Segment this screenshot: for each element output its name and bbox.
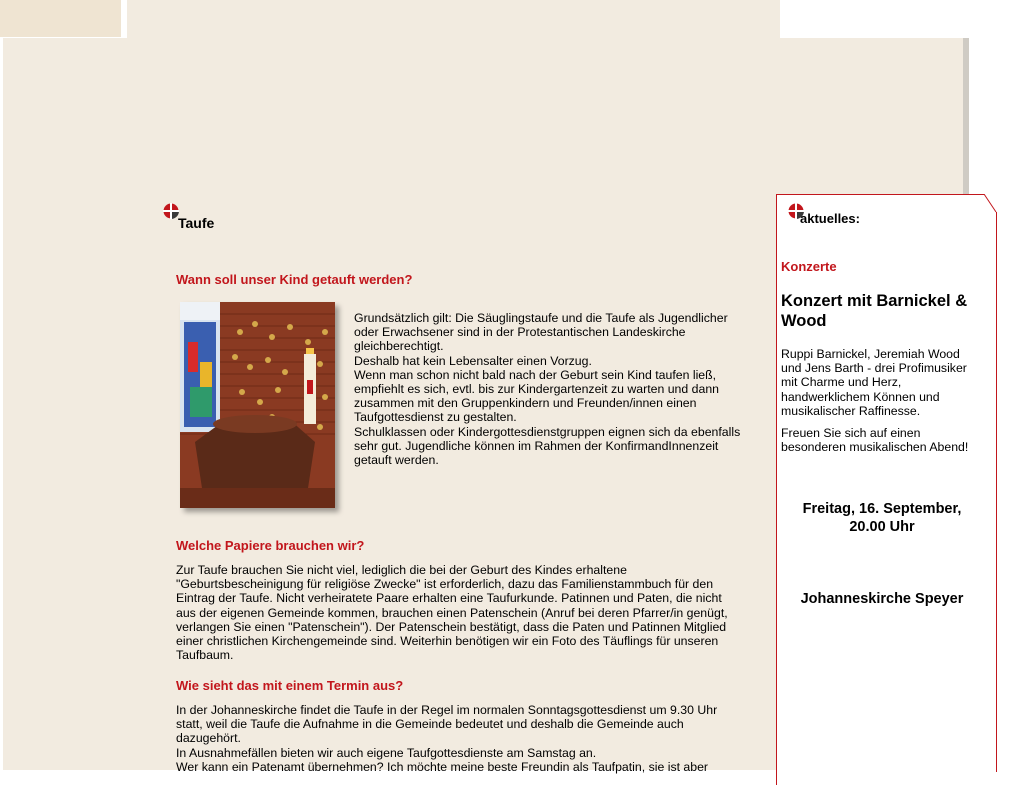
section-heading-appointment: Wie sieht das mit einem Termin aus? [176, 678, 404, 693]
news-category-link[interactable]: Konzerte [781, 259, 837, 274]
text-line: statt, weil die Taufe die Aufnahme in die Gemeinde bedeutet und deshalb die Gemeinde auch [176, 717, 684, 732]
event-description [781, 347, 991, 418]
event-invitation [781, 426, 991, 454]
text-line: gleichberechtigt. [354, 339, 444, 354]
text-line: besonderen musikalischen Abend! [781, 440, 969, 455]
baptism-font-photo [180, 302, 335, 508]
text-line: Wenn man schon nicht bald nach der Geburt sein Kind taufen ließ, [354, 367, 717, 382]
top-left-tab [0, 0, 121, 37]
text-line: sehr gut. Jugendliche können im Rahmen der KonfirmandInnenzeit [354, 438, 719, 453]
section-heading-when: Wann soll unser Kind getauft werden? [176, 272, 413, 287]
text-line: und Jens Barth - drei Profimusiker [781, 361, 967, 376]
sidebar-news-box [776, 194, 998, 785]
text-line: handwerklichem Können und [781, 389, 940, 404]
sidebar-corner [984, 194, 1000, 214]
text-line: Ruppi Barnickel, Jeremiah Wood [781, 347, 960, 361]
text-line: Zur Taufe brauchen Sie nicht viel, lediglich die bei der Geburt des Kindes erhaltene [176, 563, 627, 577]
text-line: "Geburtsbescheinigung für religiöse Zwecke" ist erforderlich, dazu das Familienstammbuch für den [176, 577, 714, 592]
text-line: 20.00 Uhr [849, 519, 915, 535]
event-location: Johanneskirche Speyer [800, 591, 964, 607]
section-heading-papers: Welche Papiere brauchen wir? [176, 538, 365, 553]
text-line: oder Erwachsener sind in der Protestantischen Landeskirche [354, 325, 686, 340]
text-line: Freuen Sie sich auf einen [781, 426, 921, 440]
cross-icon [163, 203, 179, 219]
text-line: Deshalb hat kein Lebensalter einen Vorzug. [354, 353, 592, 368]
event-date [776, 500, 988, 536]
text-line: empfiehlt es sich, evtl. bis zur Kindergartenzeit zu warten und dann [354, 382, 720, 397]
event-title[interactable]: Konzert mit Barnickel & Wood [781, 292, 968, 330]
text-line: getauft werden. [354, 453, 439, 468]
header-band [127, 0, 780, 38]
text-line: Freitag, 16. September, [802, 501, 962, 517]
section-text-appointment [176, 703, 717, 774]
page-shadow [963, 38, 969, 194]
text-line: Taufbaum. [176, 648, 234, 663]
text-line: Eintrag der Taufe. Nicht verheiratete Paare erhalten eine Taufurkunde. Patinnen und Paten, die nicht [176, 591, 722, 606]
sidebar-border [996, 212, 997, 772]
text-line: dazugehört. [176, 731, 241, 746]
text-line: zusammen mit den Gruppenkindern und Freunden/innen einen [354, 396, 697, 411]
text-line: Wer kann ein Patenamt übernehmen? Ich möchte meine beste Freundin als Taufpatin, sie ist aber [176, 759, 709, 774]
text-line: In der Johanneskirche findet die Taufe in der Regel im normalen Sonntagsgottesdienst um 9.30 Uhr [176, 703, 718, 717]
text-line: Taufgottesdienst zu gestalten. [354, 410, 517, 425]
text-line: verlangen Sie einen "Patenschein"). Der Patenschein bestätigt, dass die Paten und Patinnen Mitglied [176, 619, 727, 634]
text-line: Grundsätzlich gilt: Die Säuglingstaufe und die Taufe als Jugendlicher [354, 311, 728, 325]
section-text-papers [176, 563, 728, 662]
page-title: Taufe [178, 215, 215, 231]
text-line: einer christlichen Kirchengemeinde sind. Weiterhin benötigen wir ein Foto des Täuflings für unseren [176, 634, 719, 649]
text-line: Schulklassen oder Kindergottesdienstgruppen eignen sich da ebenfalls [354, 424, 741, 439]
text-line: aus der eigenen Gemeinde kommen, brauchen einen Patenschein (Anruf bei deren Pfarrer/in genügt, [176, 605, 728, 620]
section-text-when [354, 311, 740, 467]
sidebar-title: aktuelles: [800, 211, 860, 226]
text-line: musikalischer Raffinesse. [781, 403, 921, 418]
text-line: mit Charme und Herz, [781, 375, 902, 390]
text-line: In Ausnahmefällen bieten wir auch eigene Taufgottesdienste am Samstag an. [176, 745, 597, 760]
